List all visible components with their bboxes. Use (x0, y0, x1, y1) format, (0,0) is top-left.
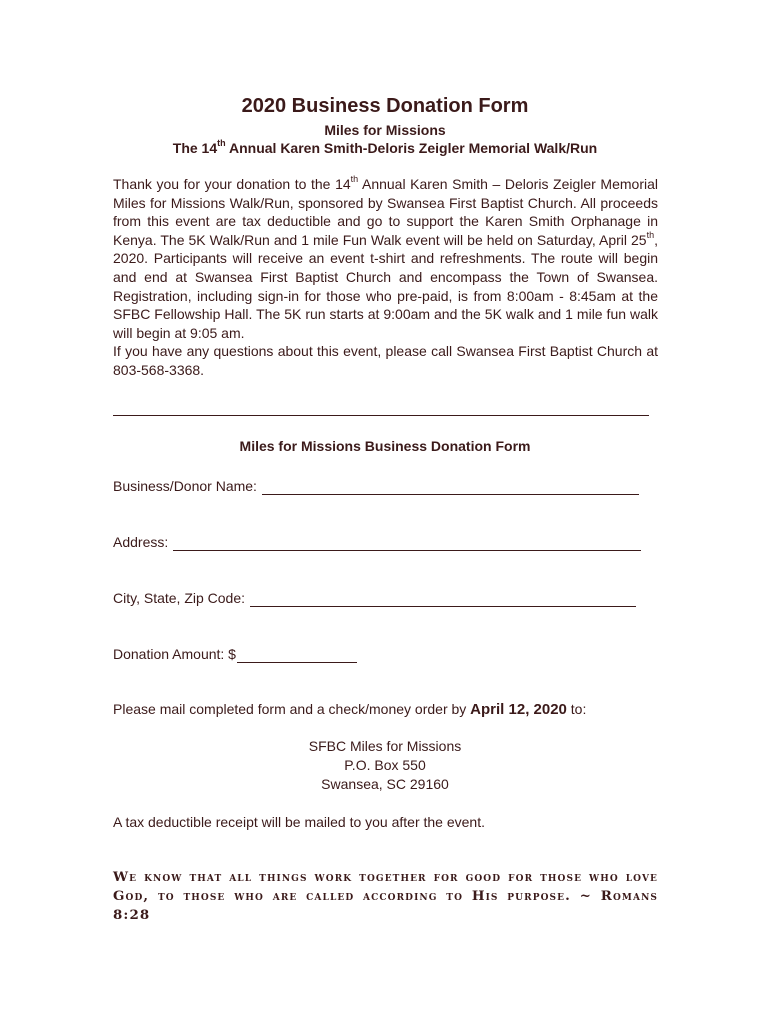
mail-city: Swansea, SC 29160 (321, 776, 449, 792)
mail-po-box: P.O. Box 550 (344, 757, 426, 773)
intro-part-b: Annual Karen Smith – Deloris Zeigler Memorial Miles for Missions Walk/Run, sponsored by Swansea First Baptist Church. All proceeds from this event are tax deductible and go to support the Karen Smith Orphanage in Kenya. The 5K Walk/Run and 1 mile Fun Walk event will be held on Saturday, April 25 (113, 176, 658, 248)
donor-name-blank[interactable] (262, 480, 639, 495)
page-title: 2020 Business Donation Form (241, 95, 529, 117)
event-name-superscript: th (217, 138, 226, 149)
intro-part-a: Thank you for your donation to the 14 (113, 176, 351, 192)
mail-text-before: Please mail completed form and a check/money order by (113, 701, 471, 717)
mail-text-after: to: (566, 701, 587, 717)
address-label: Address: (113, 534, 169, 550)
intro-part-c: , 2020. Participants will receive an event t-shirt and refreshments. The route will begin and end at Swansea First Baptist Church and encompass the Town of Swansea. Registration, including sign-in for those who pre-paid, is from 8:00am - 8:45am at the SFBC Fellowship Hall. The 5K run starts at 9:00am and the 5K walk and 1 mile fun walk will begin at 9:05 am. (113, 231, 658, 341)
donation-amount-field[interactable] (113, 645, 357, 663)
donor-name-field[interactable] (113, 477, 639, 495)
intro-text (113, 175, 658, 380)
donation-amount-label: Donation Amount: $ (113, 646, 236, 662)
city-state-zip-label: City, State, Zip Code: (113, 590, 246, 606)
donor-name-label: Business/Donor Name: (113, 478, 257, 494)
mailing-address (0, 737, 770, 794)
intro-sup-2: th (646, 230, 655, 241)
page-subtitle: Miles for Missions (324, 122, 446, 138)
form-heading: Miles for Missions Business Donation Form (239, 438, 531, 454)
address-blank[interactable] (173, 536, 641, 551)
mail-deadline: April 12, 2020 (470, 701, 567, 718)
intro-paragraph (113, 175, 658, 342)
event-name-prefix: The 14 (172, 140, 218, 156)
mail-recipient: SFBC Miles for Missions (308, 738, 462, 754)
intro-sup-1: th (350, 174, 359, 185)
city-state-zip-blank[interactable] (250, 592, 636, 607)
event-name-suffix: Annual Karen Smith-Deloris Zeigler Memorial Walk/Run (225, 140, 598, 156)
scripture-verse: We know that all things work together for good for those who love God, to those who are called according to His purpose. ~ Romans 8:28 (113, 869, 658, 923)
donation-amount-blank[interactable] (237, 648, 357, 663)
event-name (0, 139, 770, 157)
city-state-zip-field[interactable] (113, 589, 636, 607)
contact-paragraph: If you have any questions about this event, please call Swansea First Baptist Church at 803-568-3368. (113, 343, 658, 378)
section-divider (113, 415, 649, 416)
address-field[interactable] (113, 533, 641, 551)
mail-instructions (113, 700, 586, 719)
receipt-note: A tax deductible receipt will be mailed to you after the event. (113, 814, 485, 830)
